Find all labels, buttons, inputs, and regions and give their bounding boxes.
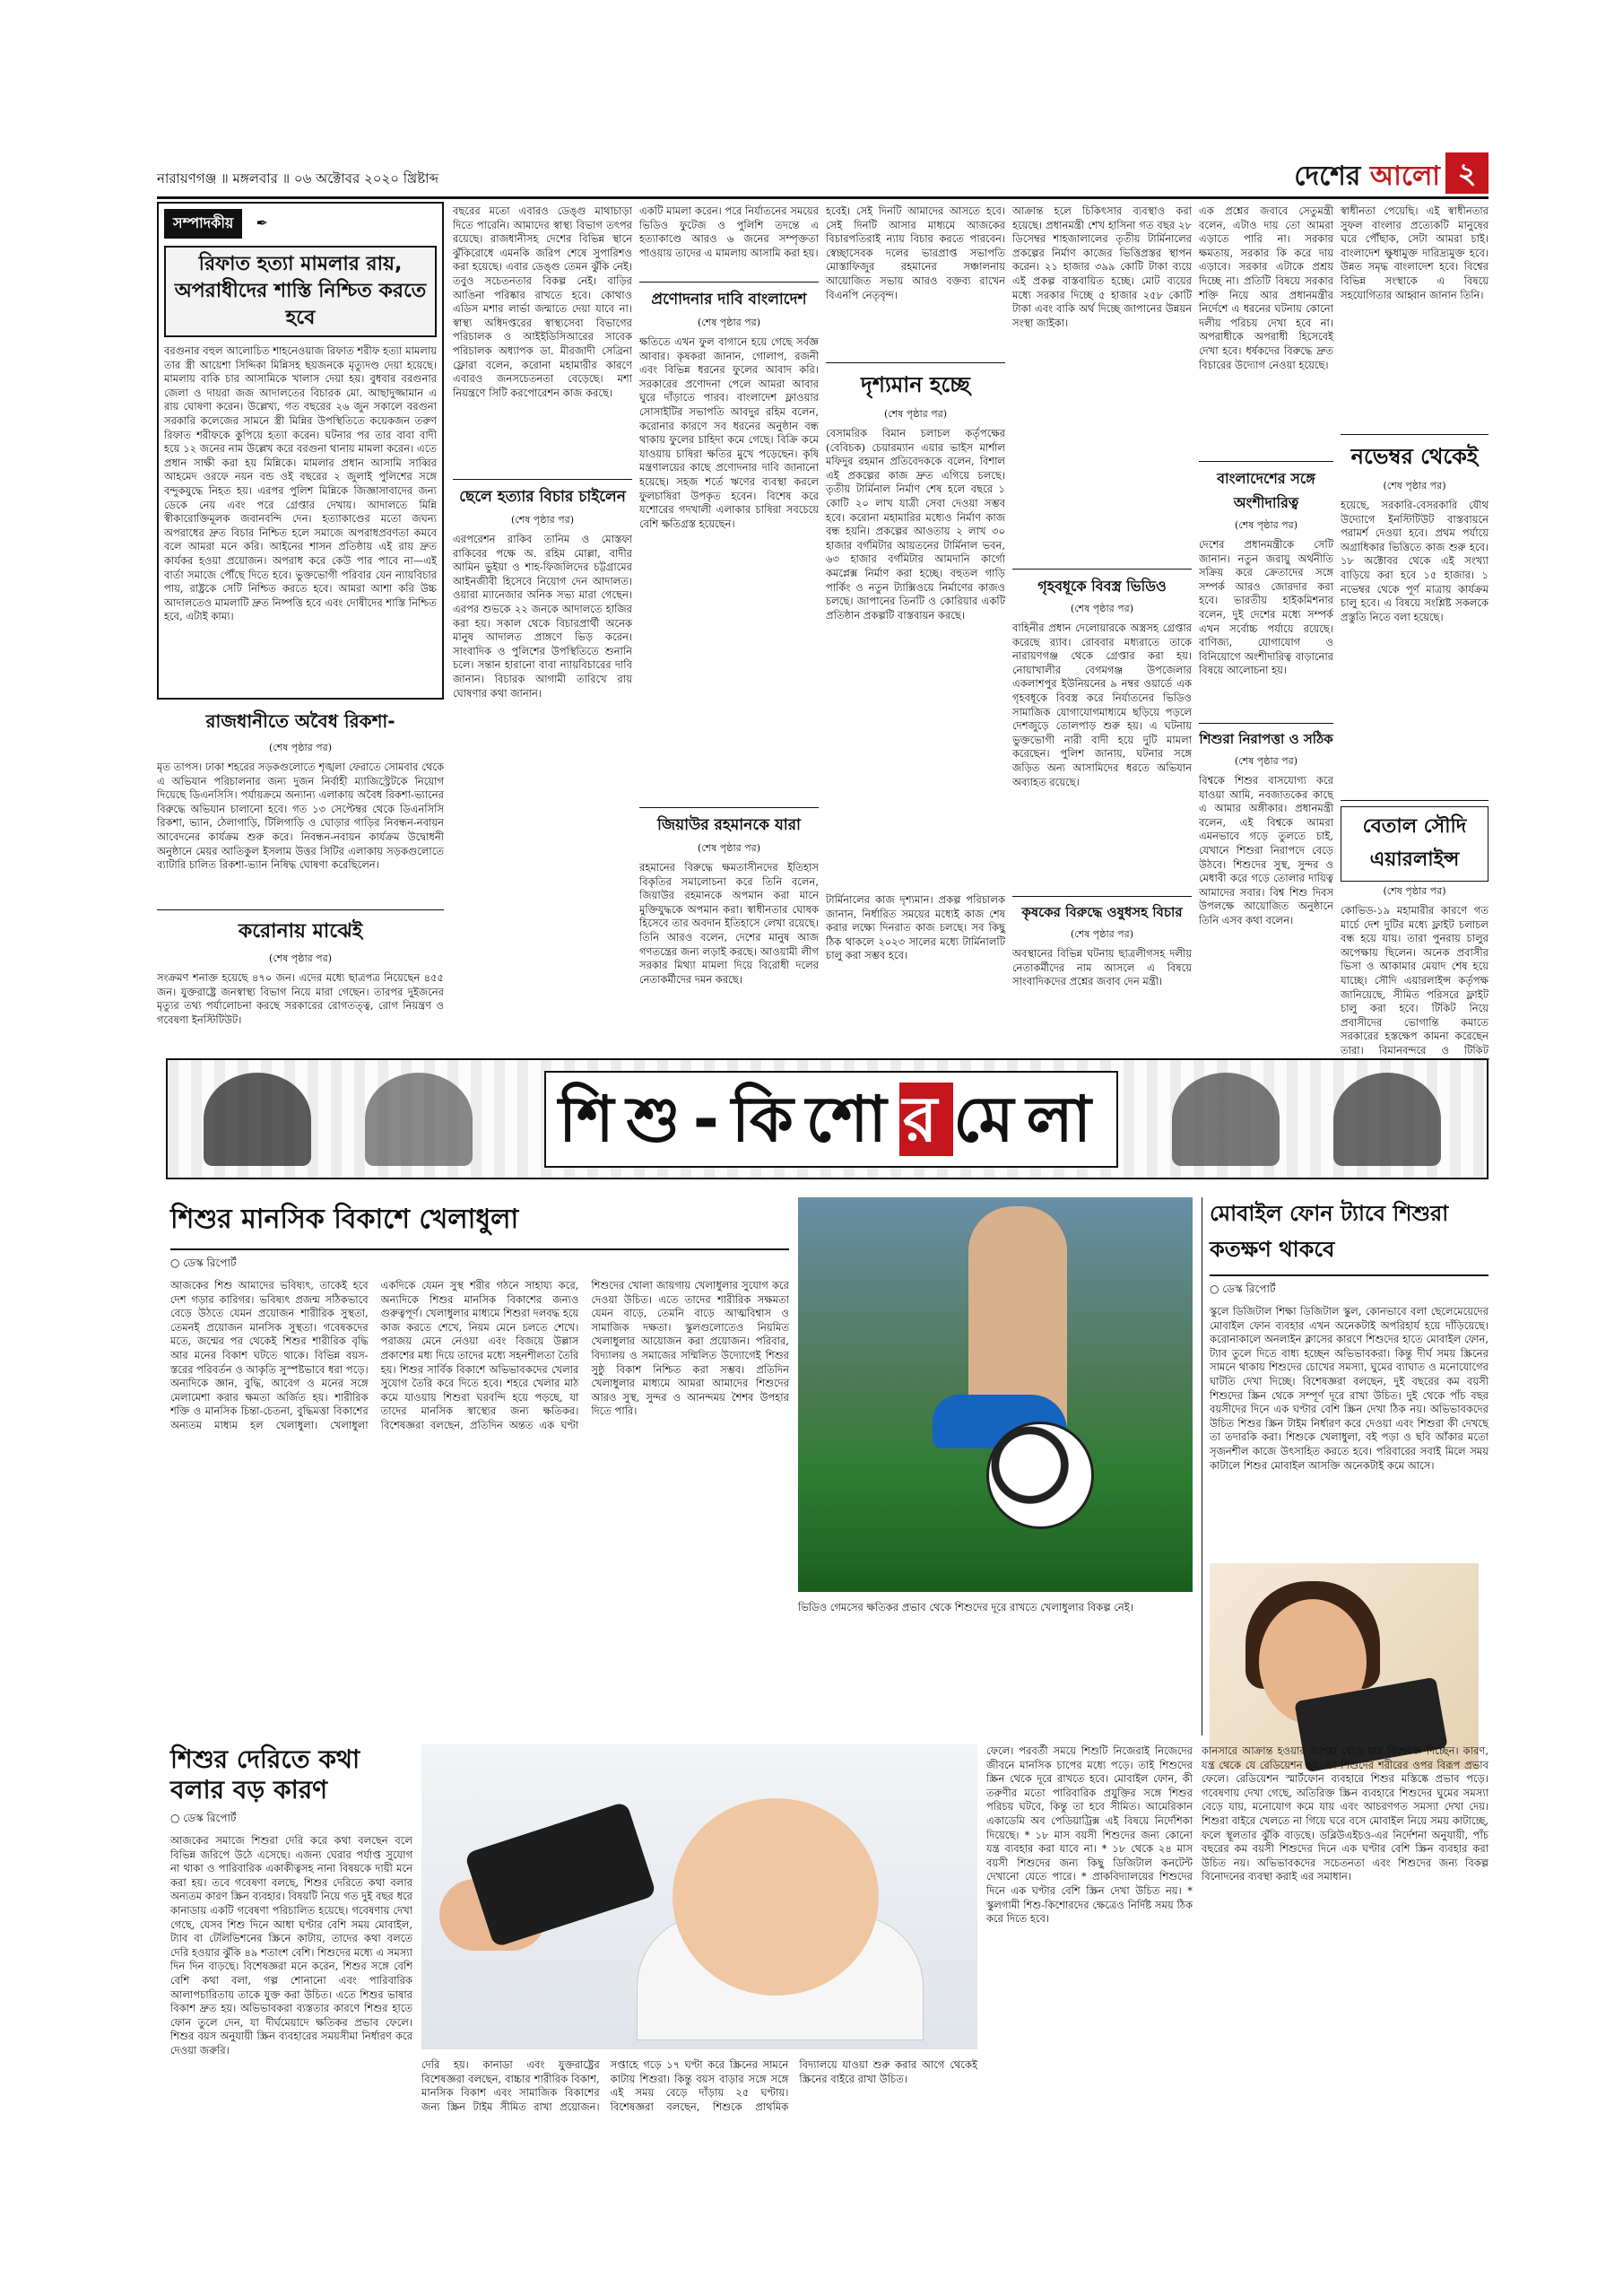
banner-title bbox=[544, 1071, 1118, 1168]
divider bbox=[1012, 896, 1192, 897]
story-body: আক্রান্ত হলে চিকিৎসার ব্যবস্থাও করা হয়েছে। প্রধানমন্ত্রী শেখ হাসিনা গত বছর ২৮ ডিসেম্বর শাহজালালের তৃতীয় টার্মিনালের প্রকল্পের নির্মাণ কাজের ভিত্তিপ্রস্তর স্থাপন করেন। ২১ হাজার ৩৯৯ কোটি টাকা ব্যয়ে এই প্রকল্প বাস্তবায়িত হচ্ছে। মোট ব্যয়ের মধ্যে সরকার দিচ্ছে ৫ হাজার ২৫৮ কোটি টাকা এবং বাকি অর্থ দিচ্ছে জাপানের উন্নয়ন সংস্থা জাইকা। bbox=[1012, 204, 1192, 329]
column-5 bbox=[1012, 204, 1192, 1048]
continued-label: (শেষ পৃষ্ঠার পর) bbox=[1070, 603, 1133, 614]
page-header bbox=[157, 152, 1488, 199]
cartoon-art bbox=[365, 1073, 473, 1166]
banner-char: কি bbox=[731, 1083, 806, 1156]
banner-char: শো bbox=[805, 1083, 899, 1156]
continued-label: (শেষ পৃষ্ঠার পর) bbox=[268, 952, 332, 964]
story-headline: শিশুর দেরিতে কথা বলার বড় কারণ bbox=[170, 1744, 360, 1805]
cartoon-art bbox=[1172, 1073, 1280, 1166]
column-1-lower bbox=[157, 709, 444, 1049]
story-body: বিশ্বকে শিশুর বাসযোগ্য করে যাওয়া আমি, নবজাতকের কাছে এ আমার অঙ্গীকার। প্রধানমন্ত্রী বলেন, এই বিশ্বকে আমরা এমনভাবে গড়ে তুলতে চাই, যেখানে শিশুরা নিরাপদে বেড়ে উঠবে। শিশুদের সুস্থ, সুন্দর ও মেধাবী করে গড়ে তোলার দায়িত্ব আমাদের সবার। বিশ্ব শিশু দিবস উপলক্ষে আয়োজিত অনুষ্ঠানে তিনি এসব কথা বলেন। bbox=[1199, 774, 1333, 926]
byline-text: ডেস্ক রিপোর্ট bbox=[183, 1812, 237, 1824]
continued-label: (শেষ পৃষ্ঠার পর) bbox=[697, 842, 760, 854]
divider bbox=[639, 282, 819, 283]
story-body: অবস্থানের বিভিন্ন ঘটনায় ছাত্রলীগসহ দলীয় নেতাকর্মীদের নাম আসলে এ বিষয়ে সাংবাদিকদের প্রশ্নের জবাব দেন মন্ত্রী। bbox=[1012, 947, 1192, 988]
story-body: বছরের মতো এবারও ডেঙ্গু মাথাচাড়া দিতে পারেনি। আমাদের স্বাস্থ্য বিভাগ তৎপর রয়েছে। রাজধানীসহ দেশের বিভিন্ন স্থানে ঝুঁকিরোধে এমনকি জরিপ শেষে সুপারিশও করা হয়েছে। এবার ডেঙ্গু তেমন ঝুঁকি নেই। তবুও সচেতনতার বিকল্প নেই। বাড়ির আঙিনা পরিষ্কার রাখতে হবে। কোথাও এডিস মশার লার্ভা জন্মাতে দেয়া যাবে না। স্বাস্থ্য অধিদপ্তরের স্বাস্থ্যসেবা বিভাগের পরিচালক ও আইইডিসিআরের সাবেক পরিচালক অধ্যাপক ডা. মীরজাদী সেব্রিনা ফ্লোরা বলেন, করোনা মহামারীর কারণে এবারও জনসচেতনতা বেড়েছে। মশা নিয়ন্ত্রণে সিটি করপোরেশন কাজ করছে। bbox=[453, 204, 632, 399]
brand-part1: দেশের bbox=[1294, 161, 1361, 192]
section-banner bbox=[166, 1058, 1488, 1179]
story-headline: করোনায় মাঝেই bbox=[238, 920, 363, 943]
story-speech-right: ফেলে। পরবর্তী সময়ে শিশুটি নিজেরাই নিজেদের জীবনে মানসিক চাপের মধ্যে পড়ে। তাই শিশুদের স্ক্রিন থেকে দূরে রাখতে হবে। মোবাইল ফোন, কী তরুণীর মতো পারিবারিক প্রযুক্তির সঙ্গে শিশুর পরিচয় ঘটবে, কিন্তু তা হবে সীমিত। আমেরিকান একাডেমি অব পেডিয়াট্রিক্স এই বিষয়ে নির্দেশিকা দিয়েছে। * ১৮ মাস বয়সী শিশুদের জন্য কোনো যন্ত্র ব্যবহার করা যাবে না। * ১৮ থেকে ২৪ মাস বয়সী শিশুদের জন্য কিছু ডিজিটাল কনটেন্ট দেখানো যেতে পারে। * প্রাকবিদ্যালয়ের শিশুদের দিনে এক ঘণ্টার বেশি স্ক্রিন দেখা উচিত নয়। * স্কুলগামী শিশু-কিশোরদের ক্ষেত্রেও নির্দিষ্ট সময় ঠিক করে দিতে হবে। bbox=[986, 1744, 1193, 1926]
story-mobile bbox=[1202, 1197, 1488, 1735]
divider bbox=[639, 807, 819, 808]
story-body: এরপরেশন রাকিব তানিম ও মোস্তফা রাকিবের পক্ষে অ. রহিম মোল্লা, বাদীর আমিন ভুইয়া ও শাহ-ফিজলিদের চট্টগ্রামের আইনজীবী হিসেবে নিয়োগ দেন আদালত। ওয়ারা ম্যানেজার অনিক সভ্য মারা গেছেন। এরপর শুভকে ২২ জনকে আদালতে হাজির করা হয়। সকাল থেকে বিচারপ্রার্থী অনেক মানুষ আদালত প্রাঙ্গণে ভিড় করেন। সাংবাদিক ও পুলিশের উপস্থিতিতে শুনানি চলে। সন্তান হারানো বাবা ন্যায়বিচারের দাবি জানান। বিচারক আগামী তারিখে রায় ঘোষণার কথা জানান। bbox=[453, 533, 632, 700]
story-body: টার্মিনালের কাজ দৃশ্যমান। প্রকল্প পরিচালক জানান, নির্ধারিত সময়ের মধ্যেই কাজ শেষ করার লক্ষ্যে দিনরাত কাজ চলছে। সব কিছু ঠিক থাকলে ২০২৩ সালের মধ্যে টার্মিনালটি চালু করা সম্ভব হবে। bbox=[826, 893, 1005, 962]
byline-text: ডেস্ক রিপোর্ট bbox=[183, 1257, 237, 1269]
story-body: মৃত তাপস। ঢাকা শহরের সড়কগুলোতে শৃঙ্খলা ফেরাতে সোমবার থেকে এ অভিযান পরিচালনার জন্য দুজন নির্বাহী ম্যাজিস্ট্রেটকে নিয়োগ দিয়েছে ডিএনসিসি। পর্যায়ক্রমে অন্যান্য এলাকায় অবৈধ রিকশা-ভ্যানের বিরুদ্ধে অভিযান চালানো হবে। গত ১৩ সেপ্টেম্বর থেকে ডিএনসিসি রিকশা, ভ্যান, ঠেলাগাড়ি, টিলিগাড়ি ও ঘোড়ার গাড়ির নিবন্ধন-নবায়ন আবেদনের কার্যক্রম শুরু করে। নিবন্ধন-নবায়ন কার্যক্রম উদ্বোধনী অনুষ্ঠানে মেয়র আতিকুল ইসলাম উত্তর সিটির এলাকায় সড়কগুলোতে ব্যাটারি চালিত রিকশা-ভ্যান নিষিদ্ধ ঘোষণা করেছিলেন। bbox=[157, 761, 444, 872]
story-body: স্কুলে ডিজিটাল শিক্ষা ডিজিটাল স্কুল, কোনভাবে বলা ছেলেমেয়েদের মোবাইল ফোন ব্যবহার এখন অনেকটাই অপরিহার্য হয়ে দাঁড়িয়েছে। করোনাকালে অনলাইন ক্লাসের কারণে শিশুদের হাতে মোবাইল ফোন, ট্যাব তুলে দিতে বাধ্য হচ্ছেন অভিভাবকরা। কিন্তু দীর্ঘ সময় স্ক্রিনের সামনে থাকায় শিশুদের চোখের সমস্যা, ঘুমের ব্যাঘাত ও মনোযোগের ঘাটতি দেখা দিচ্ছে। বিশেষজ্ঞরা বলছেন, দুই বছরের কম বয়সী শিশুদের স্ক্রিন থেকে সম্পূর্ণ দূরে রাখা উচিত। দুই থেকে পাঁচ বছর বয়সীদের দিনে এক ঘণ্টার বেশি স্ক্রিন দেখা ঠিক নয়। অভিভাবকদের উচিত শিশুর স্ক্রিন টাইম নির্ধারণ করে দেওয়া এবং শিশুরা কী দেখছে তা তদারকি করা। শিশুকে খেলাধুলা, বই পড়া ও ছবি আঁকার মতো সৃজনশীল কাজে উৎসাহিত করতে হবে। পরিবারের সবাই মিলে সময় কাটালে শিশুর মোবাইল আসক্তি অনেকটাই কমে আসে। bbox=[1210, 1305, 1488, 1472]
byline: ○ ডেস্ক রিপোর্ট bbox=[170, 1812, 237, 1824]
banner-char: শু bbox=[626, 1083, 693, 1156]
editorial-title: রিফাত হত্যা মামলার রায়, অপরাধীদের শাস্তি নিশ্চিত করতে হবে bbox=[164, 246, 437, 337]
byline-text: ডেস্ক রিপোর্ট bbox=[1222, 1283, 1276, 1295]
divider bbox=[1341, 800, 1488, 801]
masthead-logo bbox=[1294, 154, 1440, 200]
story-body: স্বাধীনতা পেয়েছি। এই স্বাধীনতার সুফল বাংলার প্রত্যেকটি মানুষের ঘরে পৌঁছাক, সেটা আমরা চাই। বাংলাদেশ ক্ষুধামুক্ত দারিদ্র্যমুক্ত হবে। উন্নত সমৃদ্ধ বাংলাদেশ হবে। বিশ্বের বিভিন্ন সংস্থাকে এ বিষয়ে সহযোগিতার আহ্বান জানান তিনি। bbox=[1341, 204, 1488, 301]
story-headline: প্রণোদনার দাবি বাংলাদেশ bbox=[651, 291, 807, 309]
story-body: ক্ষতিতে এখন ফুল বাগানে হয়ে গেছে সর্বজ্ঞ আবার। কৃষকরা জানান, গোলাপ, রজনী এবং বিভিন্ন ধরনের ফুলের আবাদ করি। সরকারের প্রণোদনা পেলে আমরা আবার ঘুরে দাঁড়াতে পারব। বাংলাদেশ ফ্লাওয়ার সোসাইটির সভাপতি আবদুর রহিম বলেন, করোনার কারণে সব ধরনের অনুষ্ঠান বন্ধ থাকায় ফুলের চাহিদা কমে গেছে। বিক্রি কমে যাওয়ায় চাষিরা ক্ষতির মুখে পড়েছেন। কৃষি মন্ত্রণালয়ের কাছে প্রণোদনার দাবি জানানো হয়েছে। সহজ শর্তে ঋণের ব্যবস্থা করলে ফুলচাষিরা উপকৃত হবেন। বিশেষ করে যশোরের গদখালী এলাকার চাষিরা সবচেয়ে বেশি ক্ষতিগ্রস্ত হয়েছেন। bbox=[639, 335, 819, 530]
continued-label: (শেষ পৃষ্ঠার পর) bbox=[883, 408, 947, 420]
story-body: কোভিড-১৯ মহামারীর কারণে গত মার্চে দেশ দুটির মধ্যে ফ্লাইট চলাচল বন্ধ হয়ে যায়। তারা পুনরায় চালুর অপেক্ষায় ছিলেন। অনেক প্রবাসীর ভিসা ও আকামার মেয়াদ শেষ হয়ে যাচ্ছে। সৌদি এয়ারলাইন্স কর্তৃপক্ষ জানিয়েছে, সীমিত পরিসরে ফ্লাইট চালু করা হবে। টিকিট নিয়ে প্রবাসীদের ভোগান্তি কমাতে সরকারের হস্তক্ষেপ কামনা করেছেন তারা। বিমানবন্দরে ও টিকিট bbox=[1341, 904, 1488, 1057]
story-headline: মোবাইল ফোন ট্যাবে শিশুরা কতক্ষণ থাকবে bbox=[1210, 1197, 1488, 1276]
column-6 bbox=[1199, 204, 1333, 1048]
story-body: রহমানের বিরুদ্ধে ক্ষমতাসীনদের ইতিহাস বিকৃতির সমালোচনা করে তিনি বলেন, জিয়াউর রহমানকে অপমান করা মানে মুক্তিযুদ্ধকে অপমান করা। স্বাধীনতার ঘোষক হিসেবে তার অবদান ইতিহাসে লেখা রয়েছে। তিনি আরও বলেন, দেশের মানুষ আজ গণতন্ত্রের জন্য লড়াই করছে। আওয়ামী লীগ সরকার মিথ্যা মামলা দিয়ে বিরোধী দলের নেতাকর্মীদের দমন করছে। bbox=[639, 861, 819, 986]
story-headline: বেতাল সৌদি এয়ারলাইন্স bbox=[1341, 806, 1488, 882]
banner-highlight-char: র bbox=[899, 1083, 954, 1156]
divider bbox=[1341, 434, 1488, 435]
editorial-label: সম্পাদকীয় bbox=[164, 209, 242, 239]
photo-caption: ভিডিও গেমসের ক্ষতিকর প্রভাব থেকে শিশুদের দূরে রাখতে খেলাধুলার বিকল্প নেই। bbox=[798, 1601, 1133, 1613]
story-body: দেশের প্রধানমন্ত্রীকে সেটি জানান। নতুন জরায়ু অর্থনীতি সক্রিয় করে ক্রেতাদের সঙ্গে সম্পর্ক আরও জোরদার করা হবে। ভারতীয় হাইকমিশনার বলেন, দুই দেশের মধ্যে সম্পর্ক এখন সর্বোচ্চ পর্যায়ে রয়েছে। বাণিজ্য, যোগাযোগ ও বিনিয়োগে অংশীদারিত্ব বাড়ানোর বিষয়ে আলোচনা হয়। bbox=[1199, 538, 1333, 677]
editorial-box bbox=[157, 202, 444, 700]
phone-icon bbox=[464, 1801, 657, 1947]
story-body: হবেই। সেই দিনটি আমাদের আসতে হবে। সেই দিনটি আসার মাধ্যমে আজকের বিচারপতিরাই ন্যায় বিচার করতে পারবেন। স্বেচ্ছাসেবক দলের ভারপ্রাপ্ত সভাপতি মোস্তাফিজুর রহমানের সঞ্চালনায় আয়োজিত সভায় আরও বক্তব্য রাখেন বিএনপি নেতৃবৃন্দ। bbox=[826, 204, 1005, 301]
continued-label: (শেষ পৃষ্ঠার পর) bbox=[697, 317, 760, 328]
continued-label: (শেষ পৃষ্ঠার পর) bbox=[510, 514, 574, 526]
story-headline: দৃশ্যমান হচ্ছে bbox=[861, 372, 970, 397]
story-headline: জিয়াউর রহমানকে যারা bbox=[657, 816, 801, 834]
story-headline: শিশুর মানসিক বিকাশে খেলাধুলা bbox=[170, 1197, 789, 1250]
divider bbox=[1012, 569, 1192, 570]
story-headline: শিশুরা নিরাপত্তা ও সঠিক bbox=[1199, 731, 1333, 747]
column-2 bbox=[453, 204, 632, 1048]
continued-label: (শেষ পৃষ্ঠার পর) bbox=[1234, 755, 1298, 767]
column-4 bbox=[826, 204, 1005, 1048]
divider bbox=[157, 909, 444, 910]
baby-phone-photo bbox=[421, 1744, 977, 2049]
byline: ○ ডেস্ক রিপোর্ট bbox=[1210, 1283, 1276, 1295]
continued-label: (শেষ পৃষ্ঠার পর) bbox=[1383, 885, 1446, 897]
story-body: বাহিনীর প্রধান দেলোয়ারকে অস্ত্রসহ গ্রেপ্তার করেছে র‍্যাব। রোববার মধ্যরাতে তাকে নারায়ণগঞ্জ থেকে গ্রেপ্তার করা হয়। নোয়াখালীর বেগমগঞ্জ উপজেলার একলাশপুর ইউনিয়নের ৯ নম্বর ওয়ার্ডে এক গৃহবধূকে বিবস্ত্র করে নির্যাতনের ভিডিও সামাজিক যোগাযোগমাধ্যমে ছড়িয়ে পড়লে দেশজুড়ে তোলপাড় শুরু হয়। এ ঘটনায় ভুক্তভোগী নারী বাদী হয়ে দুটি মামলা করেছেন। পুলিশ জানায়, ঘটনার সঙ্গে জড়িত অন্য আসামিদের ধরতে অভিযান অব্যাহত রয়েছে। bbox=[1012, 622, 1192, 788]
story-headline: ছেলে হত্যার বিচার চাইলেন bbox=[459, 488, 626, 506]
date-line: নারায়ণগঞ্জ ॥ মঙ্গলবার ॥ ০৬ অক্টোবর ২০২০ খ্রিষ্টাব্দ bbox=[157, 170, 439, 187]
story-mobile-side: কানসারে আক্রান্ত হওয়ার আশঙ্কা বেড়ে যায় বিশেষজ্ঞ দিচ্ছেন। কারণ, যন্ত্র থেকে যে রেডিয়েশন হয়, তা শিশুদের শরীরের ওপর বিরূপ প্রভাব ফেলে। রেডিয়েশন স্মার্টফোন ব্যবহারে শিশুর মস্তিষ্কে প্রভাব পড়ে। গবেষণায় দেখা গেছে, অতিরিক্ত স্ক্রিন ব্যবহারে শিশুদের ঘুমের সমস্যা বেড়ে যায়, মনোযোগ কমে যায় এবং আচরণগত সমস্যা দেখা দেয়। শিশুরা বাইরে খেলতে না গিয়ে ঘরে বসে মোবাইল নিয়ে সময় কাটাচ্ছে, ফলে স্থূলতার ঝুঁকি বাড়ছে। ডব্লিউএইচও-এর নির্দেশনা অনুযায়ী, পাঁচ বছরের কম বয়সী শিশুদের দিনে এক ঘণ্টার বেশি স্ক্রিন ব্যবহার করা উচিত নয়। অভিভাবকদের সচেতনতা এবং শিশুদের জন্য বিকল্প বিনোদনের ব্যবস্থা করাই এর সমাধান। bbox=[1202, 1744, 1488, 1883]
banner-char: মে bbox=[953, 1083, 1027, 1156]
cartoon-art bbox=[1333, 1073, 1441, 1166]
editorial-body: বরগুনার বহুল আলোচিত শাহনেওয়াজ রিফাত শরীফ হত্যা মামলায় তার স্ত্রী আয়েশা সিদ্দিকা মিন্নিসহ ছয়জনকে মৃত্যুদণ্ড দেয়া হয়েছে। মামলায় বাকি চার আসামিকে খালাস দেয়া হয়। বুধবার বরগুনার জেলা ও দায়রা জজ আদালতের বিচারক মো. আছাদুজ্জামান এ রায় ঘোষণা করেন। উল্লেখ্য, গত বছরের ২৬ জুন সকালে বরগুনা সরকারি কলেজের সামনে স্ত্রী মিন্নির উপস্থিতিতে কয়েকজন তরুণ রিফাত শরীফকে কুপিয়ে হত্যা করেন। ঘটনার পর তার বাবা বাদী হয়ে ১২ জনের নাম উল্লেখ করে বরগুনা থানায় মামলা করেন। এতে প্রধান সাক্ষী করা হয় মিন্নিকে। মামলার প্রধান আসামি সাব্বির আহমেদ ওরফে নয়ন বন্ড ওই বছরের ২ জুলাই পুলিশের সঙ্গে বন্দুকযুদ্ধে নিহত হয়। এরপর পুলিশ মিন্নিকে জিজ্ঞাসাবাদের জন্য ডেকে নেয় এবং পরে গ্রেপ্তার দেখায়। আদালতে মিন্নি স্বীকারোক্তিমূলক জবানবন্দি দেন। হত্যাকাণ্ডের মতো জঘন্য অপরাধের দ্রুত বিচার নিশ্চিত হলে সমাজে অপরাধপ্রবণতা কমবে বলে আমরা মনে করি। আইনের শাসন প্রতিষ্ঠায় এই রায় দ্রুত কার্যকর হওয়া প্রয়োজন। অপরাধ করে কেউ পার পাবে না—এই বার্তা সমাজে পৌঁছে দিতে হবে। ভুক্তভোগী পরিবার যেন ন্যায়বিচার পায়, রাষ্ট্রকে সেটি নিশ্চিত করতে হবে। আমরা আশা করি উচ্চ আদালতেও মামলাটি দ্রুত নিষ্পত্তি হবে এবং দোষীদের শাস্তি নিশ্চিত হবে, এটাই কাম্য। bbox=[164, 344, 437, 623]
story-body: হয়েছে, সরকারি-বেসরকারি যৌথ উদ্যোগে ইনস্টিটিউট বাস্তবায়নে পরামর্শ দেওয়া হবে। প্রথম পর্যায়ে অগ্রাধিকার ভিত্তিতে কাজ শুরু হবে। ১৮ অক্টোবর থেকে এই সংখ্যা বাড়িয়ে করা হবে ১৫ হাজার। ১ নভেম্বর থেকে পূর্ণ মাত্রায় কার্যক্রম চালু হবে। এ বিষয়ে সংশ্লিষ্ট সকলকে প্রস্তুতি নিতে বলা হয়েছে। bbox=[1341, 499, 1488, 623]
continued-label: (শেষ পৃষ্ঠার পর) bbox=[268, 742, 332, 753]
story-play bbox=[170, 1197, 789, 1735]
column-7 bbox=[1341, 204, 1488, 1057]
divider bbox=[1199, 461, 1333, 462]
story-body: আজকের শিশু আমাদের ভবিষ্যৎ, তাকেই হবে দেশ গড়ার কারিগর। ভবিষ্যৎ প্রজন্ম সঠিকভাবে বেড়ে উঠতে যেমন প্রয়োজন শারীরিক সুস্থতা, তেমনই প্রয়োজন মানসিক সুস্থতা। গবেষকদের মতে, জন্মের পর থেকেই শিশুর শারীরিক বৃদ্ধি আর মনের বিকাশ ঘটতে থাকে। বিভিন্ন বয়স-স্তরের পরিবর্তন ও আকৃতি সুস্পষ্টভাবে ধরা পড়ে। অন্যদিকে জ্ঞান, বুদ্ধি, আবেগ ও মনের সঙ্গে মেলামেশা করার ক্ষমতা অর্জিত হয়। শারীরিক শক্তি ও মানসিক চিন্তা-চেতনা, বুদ্ধিমত্তা বিকাশের অন্যতম মাধ্যম হল খেলাধুলা। খেলাধুলা একদিকে যেমন সুস্থ শরীর গঠনে সাহায্য করে, অন্যদিকে শিশুর মানসিক বিকাশের জন্যও গুরুত্বপূর্ণ। খেলাধুলার মাধ্যমে শিশুরা দলবদ্ধ হয়ে কাজ করতে শেখে, নিয়ম মেনে চলতে শেখে। পরাজয় মেনে নেওয়া এবং বিজয়ে উল্লাস প্রকাশের মধ্য দিয়ে তাদের মধ্যে সহনশীলতা তৈরি হয়। শিশুর সার্বিক বিকাশে অভিভাবকদের খেলার সুযোগ তৈরি করে দিতে হবে। শহরে খেলার মাঠ কমে যাওয়ায় শিশুরা ঘরবন্দি হয়ে পড়ছে, যা তাদের মানসিক স্বাস্থ্যের জন্য ক্ষতিকর। বিশেষজ্ঞরা বলছেন, প্রতিদিন অন্তত এক ঘণ্টা শিশুদের খোলা জায়গায় খেলাধুলার সুযোগ করে দেওয়া উচিত। এতে তাদের শারীরিক সক্ষমতা যেমন বাড়ে, তেমনি বাড়ে আত্মবিশ্বাস ও সামাজিক দক্ষতা। স্কুলগুলোতেও নিয়মিত খেলাধুলার আয়োজন করা প্রয়োজন। পরিবার, বিদ্যালয় ও সমাজের সম্মিলিত উদ্যোগেই শিশুর সুষ্ঠু বিকাশ নিশ্চিত করা সম্ভব। প্রতিদিন খেলাধুলার মাধ্যমে আমরা আমাদের শিশুদের আরও সুস্থ, সুন্দর ও আনন্দময় শৈশব উপহার দিতে পারি। bbox=[170, 1279, 789, 1431]
divider bbox=[453, 479, 632, 480]
banner-char: - bbox=[692, 1083, 732, 1156]
photo-baby bbox=[673, 1798, 879, 1996]
pen-icon: ✒ bbox=[256, 214, 268, 231]
story-headline: গৃহবধূকে বিবস্ত্র ভিডিও bbox=[1037, 578, 1167, 595]
byline: ○ ডেস্ক রিপোর্ট bbox=[170, 1257, 237, 1269]
girl-phone-photo bbox=[1210, 1563, 1479, 1770]
cartoon-art bbox=[204, 1073, 311, 1166]
story-body: এক প্রশ্নের জবাবে সেতুমন্ত্রী বলেন, এটাও দায় তো আমরা এড়াতে পারি না। সরকার ক্ষমতায়, সরকার কি করে দায় এড়াবে। সরকার এটাকে প্রশ্রয় দিচ্ছে না। প্রতিটি বিষয়ে সরকার শক্তি নিয়ে আর প্রধানমন্ত্রীর নির্দেশে এ ধরনের ঘটনায় কোনো দলীয় পরিচয় দেখা হবে না। অপরাধীকে অপরাধী হিসেবেই দেখা হবে। ধর্ষকদের বিরুদ্ধে দ্রুত বিচারের উদ্যোগ নেওয়া হয়েছে। bbox=[1199, 204, 1333, 371]
banner-char: লা bbox=[1026, 1083, 1104, 1156]
page-number: ২ bbox=[1445, 152, 1488, 194]
continued-label: (শেষ পৃষ্ঠার পর) bbox=[1234, 519, 1298, 531]
story-headline: কৃষকের বিরুদ্ধে ওষুধসহ বিচার bbox=[1021, 904, 1183, 920]
story-body: সংক্রমণ শনাক্ত হয়েছে ৪৭০ জন। এদের মধ্যে ছাত্রপত্র নিয়েছেন ৪৫৫ জন। যুক্তরাষ্ট্রে জনস্বাস্থ্য বিভাগ নিয়ে মারা গেছেন। তারপর দুইজনের মৃত্যুর তথ্য পর্যালোচনা করছে সরকারের রোগতত্ত্ব, রোগ নিয়ন্ত্রণ ও গবেষণা ইনস্টিটিউট। bbox=[157, 971, 444, 1026]
story-headline: নভেম্বর থেকেই bbox=[1350, 444, 1479, 469]
brand-part2: আলো bbox=[1369, 161, 1440, 192]
continued-label: (শেষ পৃষ্ঠার পর) bbox=[1070, 928, 1133, 940]
column-3 bbox=[639, 204, 819, 1048]
soccer-photo bbox=[798, 1197, 1193, 1592]
soccer-ball-icon bbox=[986, 1422, 1094, 1529]
divider bbox=[1199, 723, 1333, 724]
story-speech-side: দেরি হয়। কানাডা এবং যুক্তরাষ্ট্রের বিশেষজ্ঞরা বলছেন, বাচ্চার শারীরিক বিকাশ, মানসিক বিকাশ এবং সামাজিক বিকাশের জন্য স্ক্রিন টাইম সীমিত রাখা প্রয়োজন। সপ্তাহে গড়ে ১৭ ঘণ্টা করে স্ক্রিনের সামনে কাটায় শিশুরা। কিন্তু বয়স বাড়ার সঙ্গে সঙ্গে এই সময় বেড়ে দাঁড়ায় ২৫ ঘণ্টায়। বিশেষজ্ঞরা বলছেন, শিশুকে প্রাথমিক বিদ্যালয়ে যাওয়া শুরু করার আগে থেকেই স্ক্রিনের বাইরে রাখা উচিত। bbox=[421, 2058, 977, 2113]
story-headline: বাংলাদেশের সঙ্গে অংশীদারিত্ব bbox=[1217, 470, 1315, 511]
story-headline: রাজধানীতে অবৈধ রিকশা- bbox=[205, 710, 395, 732]
story-speech bbox=[170, 1744, 412, 2157]
story-body: একটি মামলা করেন। পরে নির্যাতনের সময়ের ভিডিও ফুটেজ ও পুলিশি তদন্তে এ হত্যাকাণ্ডে আরও ৬ জনের সম্পৃক্ততা পাওয়ায় তাদের এ মামলায় আসামি করা হয়। bbox=[639, 204, 819, 259]
story-body: আজকের সমাজে শিশুরা দেরি করে কথা বলছেন বলে বিভিন্ন জরিপে উঠে এসেছে। এজন্য ঘেরার পর্যাপ্ত সুযোগ না থাকা ও পারিবারিক একাকীত্বসহ নানা বিষয়কে দায়ী মনে করা হয়। তবে গবেষণা বলছে, শিশুর দেরিতে কথা বলার অন্যতম কারণ স্ক্রিন ব্যবহার। বিষয়টি নিয়ে গত দুই বছর ধরে কানাডায় একটি গবেষণা পরিচালিত হয়েছে। গবেষণায় দেখা গেছে, যেসব শিশু দিনে আধা ঘণ্টার বেশি সময় মোবাইল, ট্যাব বা টেলিভিশনের স্ক্রিনে কাটায়, তাদের কথা বলতে দেরি হওয়ার ঝুঁকি ৪৯ শতাংশ বেশি। শিশুদের মধ্যে এ সমস্যা দিন দিন বাড়ছে। বিশেষজ্ঞরা মনে করেন, শিশুর সঙ্গে বেশি বেশি কথা বলা, গল্প শোনানো এবং পারিবারিক আলাপচারিতায় তাকে যুক্ত করা উচিত। এতে শিশুর ভাষার বিকাশ দ্রুত হয়। অভিভাবকরা ব্যস্ততার কারণে শিশুর হাতে ফোন তুলে দেন, যা দীর্ঘমেয়াদে ক্ষতিকর প্রভাব ফেলে। শিশুর বয়স অনুযায়ী স্ক্রিন ব্যবহারের সময়সীমা নির্ধারণ করে দেওয়া জরুরি। bbox=[170, 1834, 412, 2057]
divider bbox=[826, 362, 1005, 363]
banner-char: শি bbox=[559, 1083, 627, 1156]
continued-label: (শেষ পৃষ্ঠার পর) bbox=[1383, 480, 1446, 491]
story-body: বেসামরিক বিমান চলাচল কর্তৃপক্ষের (বেবিচক) চেয়ারম্যান এয়ার ভাইস মার্শাল মফিদুর রহমান প্রতিবেদককে বলেন, বিশাল এই প্রকল্পের কাজ দ্রুত এগিয়ে চলছে। তৃতীয় টার্মিনাল নির্মাণ শেষ হলে বছরে ১ কোটি ২০ লাখ যাত্রী সেবা দেওয়া সম্ভব হবে। করোনা মহামারির মধ্যেও নির্মাণ কাজ বন্ধ হয়নি। প্রকল্পের আওতায় ২ লাখ ৩০ হাজার বর্গমিটার আয়তনের টার্মিনাল ভবন, ৬৩ হাজার বর্গমিটার আমদানি কার্গো কমপ্লেক্স নির্মাণ করা হচ্ছে। বহুতল গাড়ি পার্কিং ও নতুন ট্যাক্সিওয়ে নির্মাণের কাজও চলছে। জাপানের তিনটি ও কোরিয়ার একটি প্রতিষ্ঠান প্রকল্পটি বাস্তবায়ন করছে। bbox=[826, 427, 1005, 622]
